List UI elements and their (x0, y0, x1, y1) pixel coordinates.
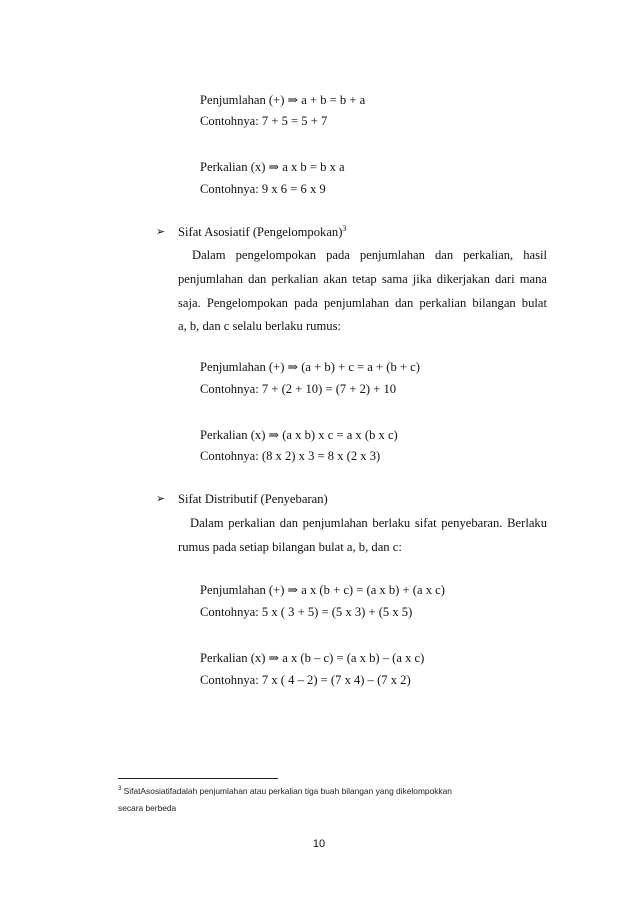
distributif-bullet-icon: ➢ (156, 493, 166, 505)
asosiatif-mul-formula: Perkalian (x) ⇒ (a x b) x c = a x (b x c) (200, 428, 398, 442)
asosiatif-para-line-2: penjumlahan dan perkalian akan tetap sama jika dikerjakan dari mana (178, 272, 547, 286)
distributif-add-formula: Penjumlahan (+) ⇒ a x (b + c) = (a x b) + (a x c) (200, 583, 445, 597)
komutatif-add-formula: Penjumlahan (+) ⇒ a + b = b + a (200, 93, 366, 107)
distributif-para-line-1: Dalam perkalian dan penjumlahan berlaku sifat penyebaran. Berlaku (190, 516, 547, 530)
asosiatif-para-line-3: saja. Pengelompokan pada penjumlahan dan perkalian bilangan bulat (178, 296, 547, 310)
page-number: 10 (312, 838, 326, 850)
asosiatif-para-line-4: a, b, dan c selalu berlaku rumus: (178, 319, 341, 333)
distributif-add-example: Contohnya: 5 x ( 3 + 5) = (5 x 3) + (5 x 5) (200, 605, 413, 619)
asosiatif-heading-text: Sifat Asosiatif (Pengelompokan) (178, 225, 343, 239)
footnote-line-2: secara berbeda (118, 803, 177, 813)
distributif-heading: Sifat Distributif (Penyebaran) (178, 492, 328, 506)
asosiatif-add-formula: Penjumlahan (+) ⇒ (a + b) + c = a + (b + c) (200, 360, 420, 374)
komutatif-mul-formula: Perkalian (x) ⇒ a x b = b x a (200, 160, 345, 174)
footnote-number: 3 (118, 786, 122, 793)
footnote-divider (118, 778, 278, 779)
komutatif-mul-example: Contohnya: 9 x 6 = 6 x 9 (200, 182, 326, 196)
distributif-mul-example: Contohnya: 7 x ( 4 – 2) = (7 x 4) – (7 x 2) (200, 673, 411, 687)
distributif-para-line-2: rumus pada setiap bilangan bulat a, b, dan c: (178, 540, 402, 554)
asosiatif-mul-example: Contohnya: (8 x 2) x 3 = 8 x (2 x 3) (200, 449, 381, 463)
komutatif-add-example: Contohnya: 7 + 5 = 5 + 7 (200, 114, 328, 128)
asosiatif-heading (178, 224, 346, 240)
asosiatif-bullet-icon: ➢ (156, 226, 166, 238)
asosiatif-para-line-1: Dalam pengelompokan pada penjumlahan dan perkalian, hasil (192, 248, 547, 262)
asosiatif-footnote-ref[interactable]: 3 (342, 223, 347, 233)
distributif-mul-formula: Perkalian (x) ⇒ a x (b – c) = (a x b) – (a x c) (200, 651, 425, 665)
asosiatif-add-example: Contohnya: 7 + (2 + 10) = (7 + 2) + 10 (200, 382, 397, 396)
footnote-line-1 (118, 786, 452, 797)
footnote-text-1: SifatAsosiatifadalah penjumlahan atau perkalian tiga buah bilangan yang dikelompokkan (123, 786, 452, 796)
